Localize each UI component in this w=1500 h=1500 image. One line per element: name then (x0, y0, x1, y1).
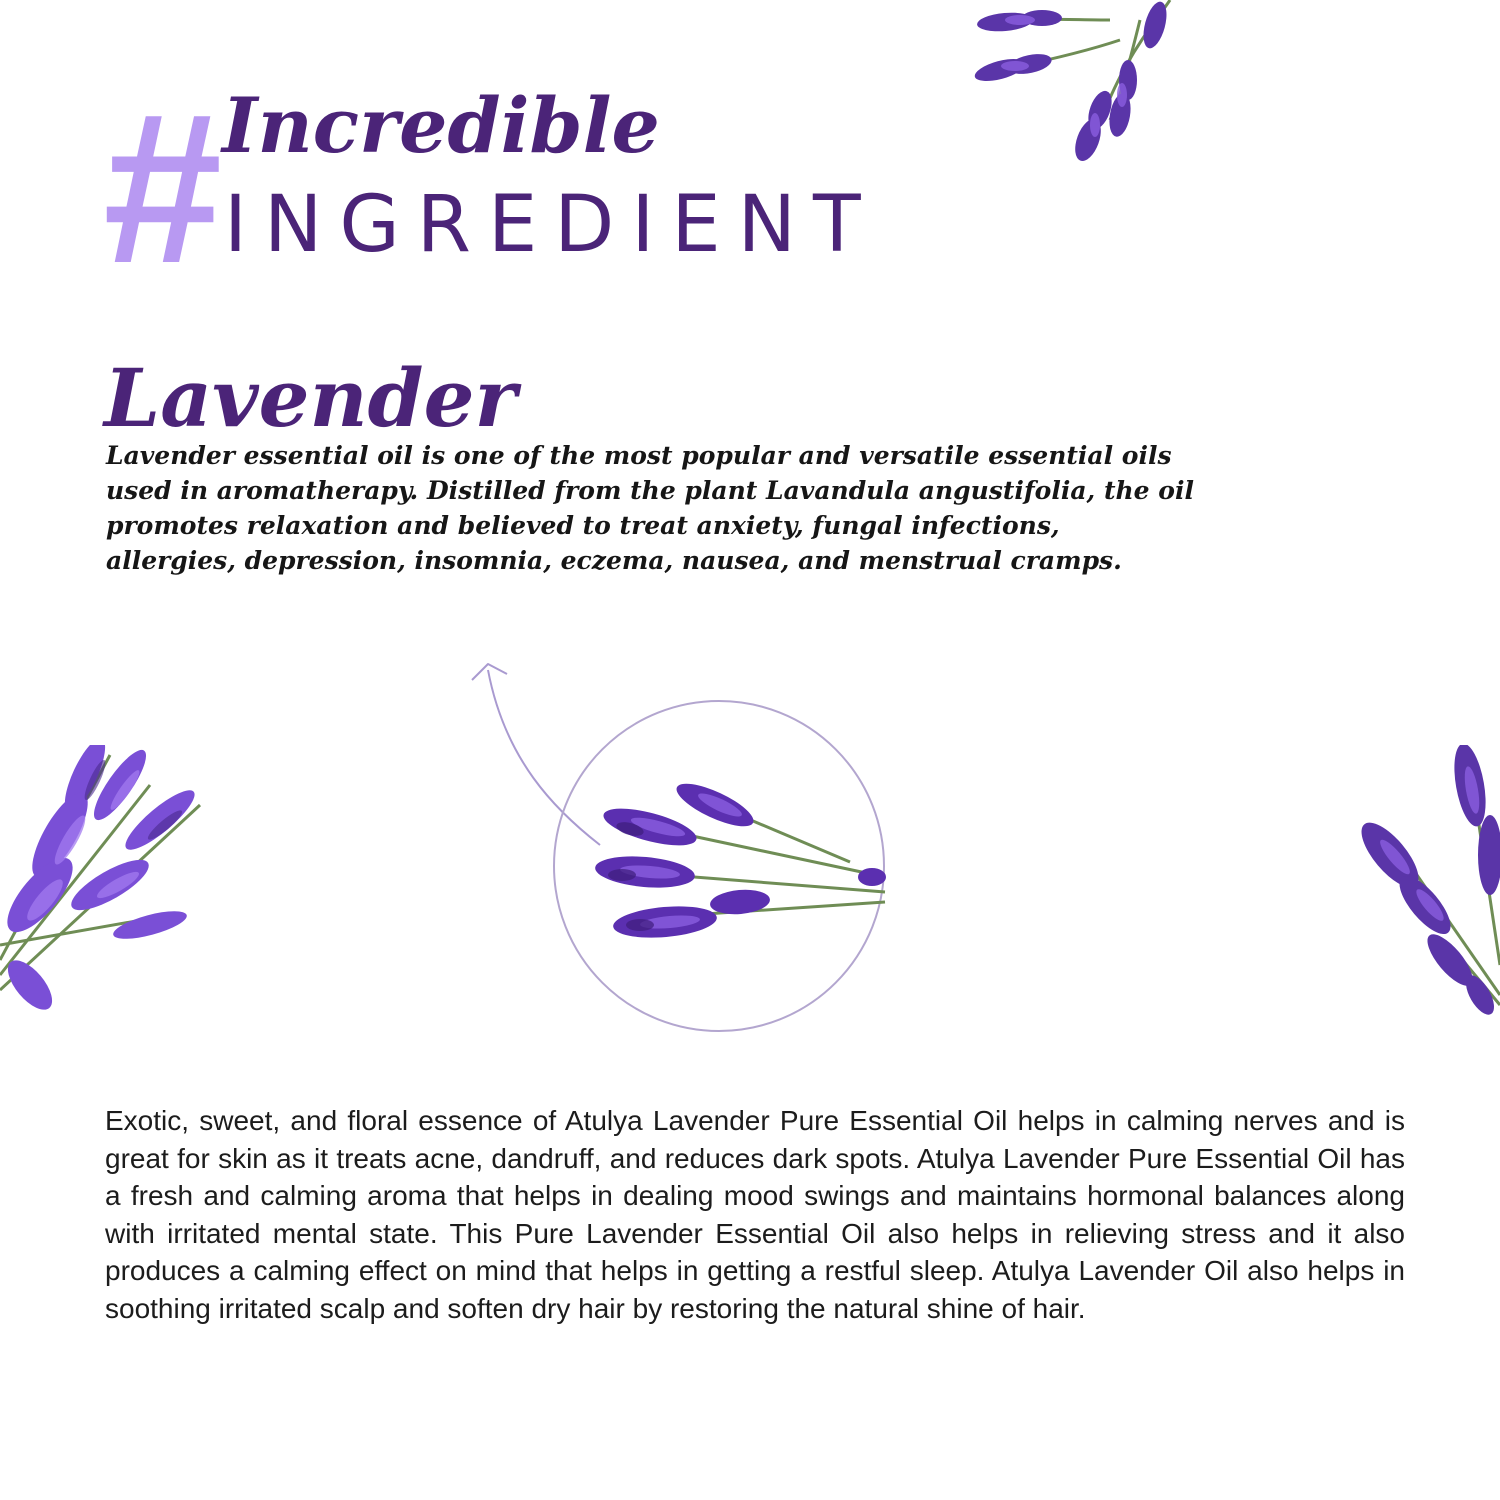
product-description: Exotic, sweet, and floral essence of Atulya Lavender Pure Essential Oil helps in calming nerves and is great for skin as it treats acne, dandruff, and reduces dark spots. Atulya Lavender Pure Essential Oil has a fresh and calming aroma that helps in dealing mood swings and maintains hormonal balances along with irritated mental state. This Pure Lavender Essential Oil also helps in relieving stress and it also produces a calming effect on mind that helps in getting a restful sleep. Atulya Lavender Oil also helps in soothing irritated scalp and soften dry hair by restoring the natural shine of hair. (105, 1105, 1405, 1324)
ingredient-name: Lavender (104, 351, 517, 445)
ingredient-description: Lavender essential oil is one of the most popular and versatile essential oils used in aromatherapy. Distilled from the plant Lavandula angustifolia, the oil promotes relaxation and believed to treat anxiety, fungal infections, allergies, depression, insomnia, eczema, nausea, and menstrual cramps. (106, 441, 1194, 575)
lavender-sprig-right-image (1350, 745, 1500, 1020)
title-ingredient: INGREDIENT (224, 180, 878, 270)
lavender-sprig-top-right-image (970, 0, 1180, 170)
hashtag-symbol: # (100, 69, 220, 308)
title-incredible: Incredible (222, 81, 660, 170)
lavender-bunch-left-image (0, 745, 220, 1015)
lavender-circle-image (550, 697, 890, 1037)
